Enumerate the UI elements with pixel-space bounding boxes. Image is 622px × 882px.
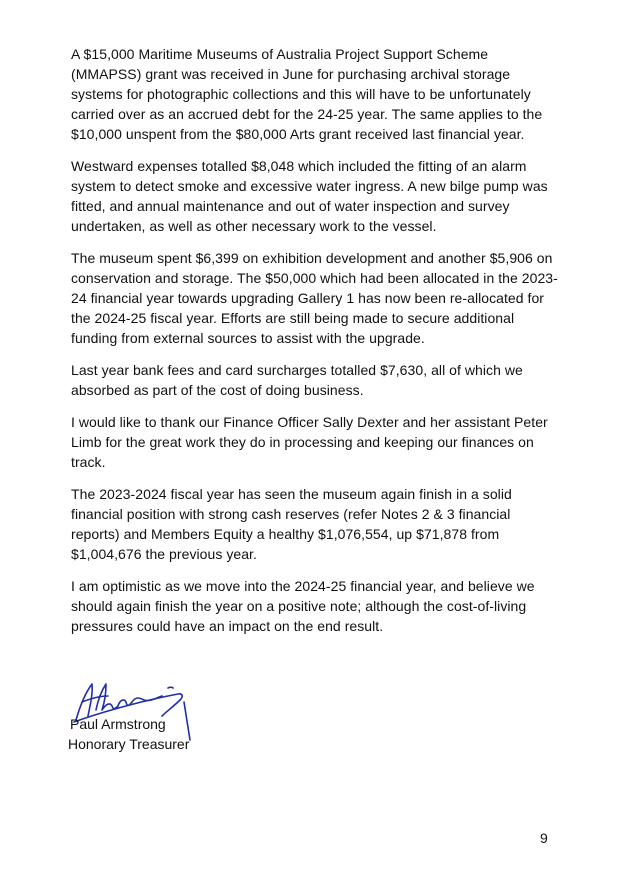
paragraph-outlook: I am optimistic as we move into the 2024-25 financial year, and believe we should again finish the year on a positive note; although the cost-of-living pressures could have an impact on the end result.: [71, 578, 535, 634]
paragraph-thanks: I would like to thank our Finance Officer Sally Dexter and her assistant Peter Limb for the great work they do in processing and keeping our finances on track.: [71, 414, 548, 470]
signatory-title: Honorary Treasurer: [68, 736, 190, 752]
paragraph-exhibition-spending: The museum spent $6,399 on exhibition development and another $5,906 on conservation and storage. The $50,000 which had been allocated in the 2023-24 financial year towards upgrading Gallery 1 has now been re-allocated for the 2024-25 fiscal year. Efforts are still being made to secure additional funding from external sources to assist with the upgrade.: [71, 250, 558, 346]
paragraph-mmapss-grant: A $15,000 Maritime Museums of Australia Project Support Scheme (MMAPSS) grant was received in June for purchasing archival storage systems for photographic collections and this will have to be unfortunately carried over as an accrued debt for the 24-25 year. The same applies to the $10,000 unspent from the $80,000 Arts grant received last financial year.: [71, 46, 543, 142]
page-number: 9: [540, 830, 548, 846]
signatory-name: Paul Armstrong: [70, 716, 166, 732]
body-text: [71, 44, 561, 648]
paragraph-financial-position: The 2023-2024 fiscal year has seen the museum again finish in a solid financial position with strong cash reserves (refer Notes 2 & 3 financial reports) and Members Equity a healthy $1,076,554, up $71,878 from $1,004,676 the previous year.: [71, 486, 512, 562]
signature-block: [66, 676, 266, 766]
paragraph-westward-expenses: Westward expenses totalled $8,048 which included the fitting of an alarm system to detect smoke and excessive water ingress. A new bilge pump was fitted, and annual maintenance and out of water inspection and survey undertaken, as well as other necessary work to the vessel.: [71, 158, 548, 234]
paragraph-bank-fees: Last year bank fees and card surcharges totalled $7,630, all of which we absorbed as part of the cost of doing business.: [71, 362, 523, 398]
